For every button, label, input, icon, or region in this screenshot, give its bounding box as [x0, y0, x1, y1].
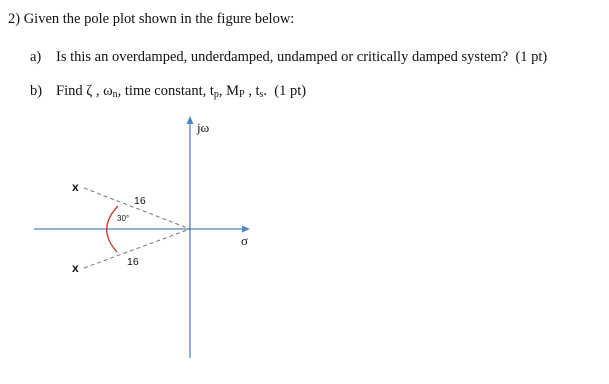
- part-b-mp-text: , M: [218, 83, 240, 99]
- part-a-text: Is this an overdamped, underdamped, undamped or critically damped system?: [56, 49, 509, 65]
- real-axis-label: σ: [241, 233, 249, 248]
- lower-pole-marker: x: [72, 261, 79, 275]
- part-b-marker: b): [30, 83, 43, 99]
- part-b-ts-text: , t: [244, 83, 260, 99]
- part-a-points: (1 pt): [515, 49, 548, 65]
- imaginary-axis-label: jω: [197, 120, 210, 135]
- part-b-mid-text: , time constant, t: [117, 83, 214, 99]
- part-b-find-text: Find ζ , ω: [56, 83, 113, 99]
- angle-label: 30°: [117, 214, 130, 223]
- upper-magnitude-label: 16: [134, 195, 146, 207]
- upper-pole-marker: x: [72, 180, 79, 194]
- omega-subscript: n: [112, 89, 118, 100]
- part-b-end-text: .: [263, 83, 268, 99]
- part-b-points: (1 pt): [274, 83, 307, 99]
- part-a-marker: a): [30, 49, 42, 65]
- question-title: 2) Given the pole plot shown in the figure below:: [8, 11, 295, 27]
- imaginary-axis-arrow-icon: [187, 116, 194, 124]
- real-axis-arrow-icon: [242, 226, 250, 233]
- mp-subscript: P: [239, 89, 245, 100]
- tp-subscript: p: [213, 89, 219, 100]
- ts-subscript: s: [259, 89, 264, 100]
- lower-magnitude-label: 16: [127, 256, 139, 268]
